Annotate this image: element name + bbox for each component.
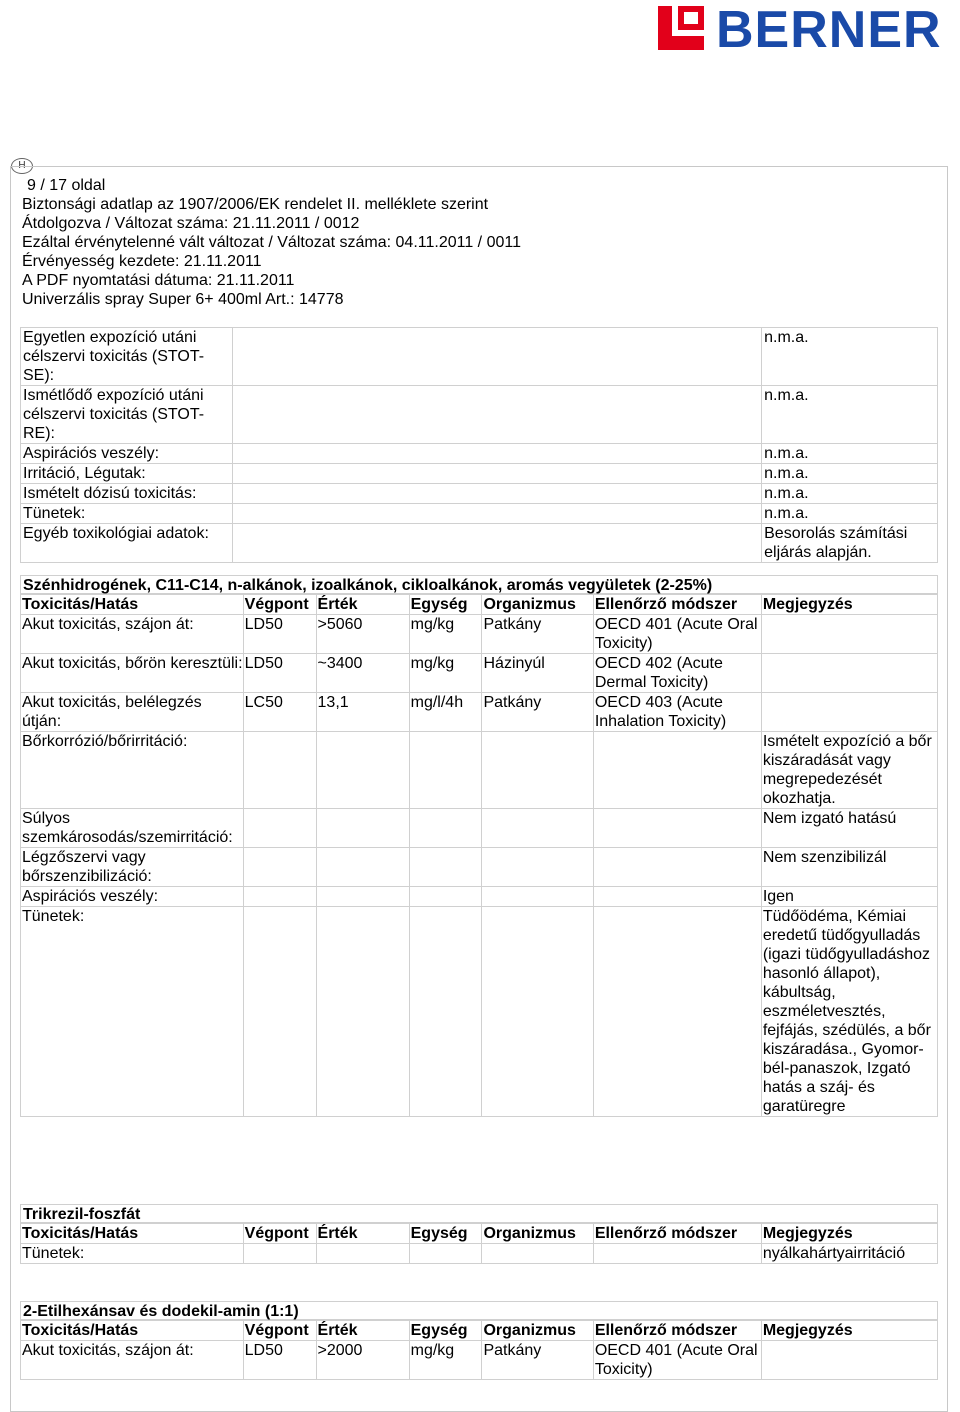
cell: Ismételt expozíció a bőr kiszáradását vagy megrepedezését okozhatja.	[761, 732, 937, 809]
column-header: Végpont	[243, 1224, 316, 1244]
cell: Akut toxicitás, bőrön keresztüli:	[21, 654, 244, 693]
cell: OECD 403 (Acute Inhalation Toxicity)	[593, 693, 761, 732]
table-row	[21, 654, 938, 693]
cell: Tünetek:	[21, 907, 244, 1117]
cell	[761, 615, 937, 654]
column-header: Megjegyzés	[761, 1321, 937, 1341]
cell: mg/l/4h	[409, 693, 482, 732]
column-header: Toxicitás/Hatás	[21, 1321, 244, 1341]
toxicology-summary-table	[20, 327, 938, 563]
table-row	[21, 1244, 938, 1264]
cell: LD50	[243, 654, 316, 693]
table-row	[21, 693, 938, 732]
header-line-1: Biztonsági adatlap az 1907/2006/EK rendelet II. melléklete szerint	[22, 196, 489, 213]
cell	[316, 907, 409, 1117]
cell: Akut toxicitás, szájon át:	[21, 1341, 244, 1380]
column-header: Egység	[409, 1224, 482, 1244]
berner-logo	[656, 1, 956, 59]
cell	[593, 732, 761, 809]
section-title: 2-Etilhexánsav és dodekil-amin (1:1)	[20, 1301, 938, 1320]
header-line-4: Érvényesség kezdete: 21.11.2011	[22, 253, 262, 270]
cell	[482, 848, 593, 887]
table-row	[21, 887, 938, 907]
cell: nyálkahártyairritáció	[761, 1244, 937, 1264]
cell: Akut toxicitás, belélegzés útján:	[21, 693, 244, 732]
cell	[316, 848, 409, 887]
cell	[409, 848, 482, 887]
cell	[593, 848, 761, 887]
column-header: Ellenőrző módszer	[593, 1321, 761, 1341]
cell: Súlyos szemkárosodás/szemirritáció:	[21, 809, 244, 848]
cell	[409, 887, 482, 907]
row-label: Aspirációs veszély:	[21, 444, 233, 464]
cell: Nem szenzibilizál	[761, 848, 937, 887]
cell	[593, 907, 761, 1117]
cell	[482, 887, 593, 907]
cell	[409, 907, 482, 1117]
column-header: Organizmus	[482, 1224, 593, 1244]
column-header: Ellenőrző módszer	[593, 1224, 761, 1244]
column-header: Érték	[316, 1224, 409, 1244]
cell	[482, 907, 593, 1117]
cell: >2000	[316, 1341, 409, 1380]
table-row	[21, 809, 938, 848]
table-row	[21, 504, 938, 524]
cell	[243, 887, 316, 907]
column-header: Megjegyzés	[761, 595, 937, 615]
document-header	[22, 176, 521, 309]
row-label: Ismételt dózisú toxicitás:	[21, 484, 233, 504]
cell: Akut toxicitás, szájon át:	[21, 615, 244, 654]
cell: >5060	[316, 615, 409, 654]
cell: 13,1	[316, 693, 409, 732]
cell	[316, 1244, 409, 1264]
column-header: Toxicitás/Hatás	[21, 595, 244, 615]
header-line-6: Univerzális spray Super 6+ 400ml Art.: 14778	[22, 291, 344, 308]
row-value: Besorolás számítási eljárás alapján.	[762, 524, 938, 563]
row-value: n.m.a.	[762, 484, 938, 504]
cell	[243, 907, 316, 1117]
table-row	[21, 444, 938, 464]
cell	[316, 809, 409, 848]
table-row	[21, 615, 938, 654]
section-title: Trikrezil-foszfát	[20, 1204, 938, 1223]
cell: Patkány	[482, 1341, 593, 1380]
column-header: Végpont	[243, 595, 316, 615]
table-row	[21, 732, 938, 809]
column-header: Egység	[409, 595, 482, 615]
cell: Nem izgató hatású	[761, 809, 937, 848]
column-header: Organizmus	[482, 595, 593, 615]
cell: mg/kg	[409, 1341, 482, 1380]
column-header: Ellenőrző módszer	[593, 595, 761, 615]
row-value: n.m.a.	[762, 328, 938, 386]
cell: Tünetek:	[21, 1244, 244, 1264]
toxicity-table-hydrocarbons	[20, 594, 938, 1117]
column-header: Toxicitás/Hatás	[21, 1224, 244, 1244]
cell: Házinyúl	[482, 654, 593, 693]
toxicity-table-tricresyl-phosphate	[20, 1223, 938, 1264]
cell	[243, 732, 316, 809]
toxicity-table-ethylhexanoic-acid	[20, 1320, 938, 1380]
cell: Bőrkorrózió/bőrirritáció:	[21, 732, 244, 809]
cell	[761, 654, 937, 693]
cell	[243, 848, 316, 887]
row-value: n.m.a.	[762, 386, 938, 444]
cell: mg/kg	[409, 615, 482, 654]
page-number: 9 / 17 oldal	[27, 177, 106, 194]
cell	[243, 1244, 316, 1264]
header-line-5: A PDF nyomtatási dátuma: 21.11.2011	[22, 272, 295, 289]
cell: mg/kg	[409, 654, 482, 693]
cell: Patkány	[482, 693, 593, 732]
cell	[482, 1244, 593, 1264]
table-row	[21, 1341, 938, 1380]
section-title: Szénhidrogének, C11-C14, n-alkánok, izoalkánok, cikloalkánok, aromás vegyületek (2-25%)	[20, 575, 938, 594]
brand-name: BERNER	[716, 1, 942, 59]
table-header-row	[21, 1321, 938, 1341]
table-row	[21, 484, 938, 504]
cell	[409, 809, 482, 848]
row-label: Egyetlen expozíció utáni célszervi toxicitás (STOT-SE):	[21, 328, 233, 386]
cell: OECD 401 (Acute Oral Toxicity)	[593, 615, 761, 654]
cell	[409, 732, 482, 809]
row-label: Egyéb toxikológiai adatok:	[21, 524, 233, 563]
cell: LD50	[243, 615, 316, 654]
column-header: Organizmus	[482, 1321, 593, 1341]
cell	[316, 732, 409, 809]
row-label: Irritáció, Légutak:	[21, 464, 233, 484]
cell	[593, 809, 761, 848]
cell	[761, 1341, 937, 1380]
table-row	[21, 328, 938, 386]
cell: OECD 402 (Acute Dermal Toxicity)	[593, 654, 761, 693]
cell: Légzőszervi vagy bőrszenzibilizáció:	[21, 848, 244, 887]
cell	[482, 809, 593, 848]
cell: ~3400	[316, 654, 409, 693]
header-line-2: Átdolgozva / Változat száma: 21.11.2011 / 0012	[22, 215, 360, 232]
cell	[243, 809, 316, 848]
table-header-row	[21, 1224, 938, 1244]
table-row	[21, 848, 938, 887]
cell: Igen	[761, 887, 937, 907]
cell: OECD 401 (Acute Oral Toxicity)	[593, 1341, 761, 1380]
cell	[316, 887, 409, 907]
row-value: n.m.a.	[762, 444, 938, 464]
language-badge: H	[11, 158, 33, 174]
cell	[409, 1244, 482, 1264]
row-label: Ismétlődő expozíció utáni célszervi toxicitás (STOT-RE):	[21, 386, 233, 444]
row-label: Tünetek:	[21, 504, 233, 524]
column-header: Végpont	[243, 1321, 316, 1341]
berner-logo-mark	[656, 4, 712, 54]
table-row	[21, 464, 938, 484]
row-value: n.m.a.	[762, 464, 938, 484]
table-row	[21, 524, 938, 563]
column-header: Érték	[316, 595, 409, 615]
cell	[593, 1244, 761, 1264]
cell: Aspirációs veszély:	[21, 887, 244, 907]
column-header: Érték	[316, 1321, 409, 1341]
cell: LD50	[243, 1341, 316, 1380]
table-row	[21, 386, 938, 444]
column-header: Megjegyzés	[761, 1224, 937, 1244]
cell: Tüdőödéma, Kémiai eredetű tüdőgyulladás (igazi tüdőgyulladáshoz hasonló állapot), kábultság, eszméletvesztés, fejfájás, szédülés, a bőr kiszáradása., Gyomor-bél-panaszok, Izgató hatás a száj- és garatüregre	[761, 907, 937, 1117]
row-value: n.m.a.	[762, 504, 938, 524]
column-header: Egység	[409, 1321, 482, 1341]
table-row	[21, 907, 938, 1117]
cell	[593, 887, 761, 907]
header-line-3: Ezáltal érvénytelenné vált változat / Változat száma: 04.11.2011 / 0011	[22, 234, 521, 251]
cell	[761, 693, 937, 732]
cell: Patkány	[482, 615, 593, 654]
cell: LC50	[243, 693, 316, 732]
table-header-row	[21, 595, 938, 615]
cell	[482, 732, 593, 809]
